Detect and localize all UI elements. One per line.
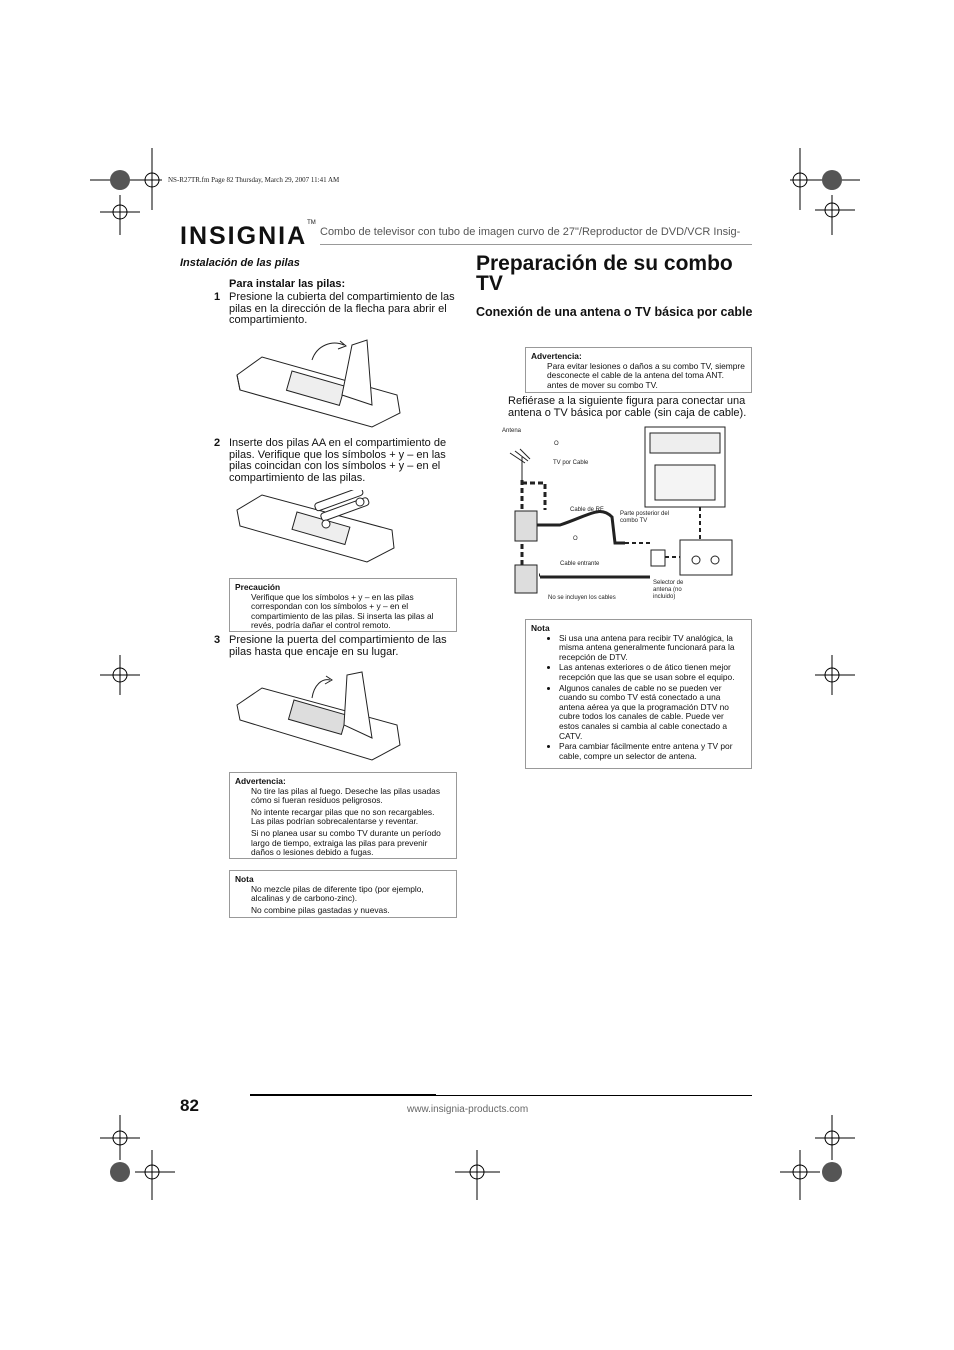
step-1 [214, 291, 457, 327]
note-heading: Nota [235, 874, 254, 884]
step-text: Inserte dos pilas AA en el compartimiento de pilas. Verifique que los símbolos + y – en las pilas coincidan con los símbolos + y – en el compartimiento de las pilas. [229, 437, 447, 484]
list-item: • Para cambiar fácilmente entre antena y TV por cable, compre un selector de antena. [559, 742, 745, 761]
page-title: Preparación de su combo TV [476, 252, 733, 295]
right-note-heading: Nota [531, 623, 550, 633]
step-text: Presione la puerta del compartimiento de las pilas hasta que encaje en su lugar. [229, 634, 447, 658]
step-number: 1 [214, 291, 221, 303]
subheading: Para instalar las pilas: [229, 278, 346, 290]
note-box [229, 870, 457, 918]
file-slug: NS-R27TR.fm Page 82 Thursday, March 29, 2007 11:41 AM [168, 176, 340, 184]
footer-url: www.insignia-products.com [407, 1104, 529, 1115]
warning-para-2: No intente recargar pilas que no son recargables. Las pilas podrían sobrecalentarse y reventar. [251, 806, 435, 827]
remote-insert-batteries-illustration [232, 490, 412, 570]
step-3 [214, 634, 457, 658]
list-item: • Si usa una antena para recibir TV analógica, la misma antena generalmente funcionará para la recepción de DTV. [559, 634, 745, 663]
list-item: • Algunos canales de cable no se pueden ver cuando su combo TV está conectado a una antena aérea ya que la programación DTV no cubre todos los canales de cable. Puede ver estos canales si cambia al cable conectado a CATV. [559, 684, 745, 742]
label-o-2: O [573, 536, 578, 542]
warning-para-3: Si no planea usar su combo TV durante un período largo de tiempo, extraiga las pilas para prevenir daños o lesiones debido a fugas. [251, 827, 441, 858]
right-warning-box [525, 347, 752, 393]
warning-para-1: No tire las pilas al fuego. Deseche las pilas usadas cómo si fueran residuos peligrosos. [251, 785, 441, 806]
header-title: Combo de televisor con tubo de imagen curvo de 27"/Reproductor de DVD/VCR Insig- [320, 226, 741, 238]
header-rule [320, 244, 752, 245]
warning-heading: Advertencia: [235, 776, 286, 786]
step-2 [214, 437, 457, 484]
label-antena: Antena [502, 428, 522, 434]
section-title: Instalación de las pilas [180, 257, 300, 269]
warning-box [229, 772, 457, 859]
logo-text: INSIGNIA [180, 222, 308, 250]
remote-open-cover-illustration [232, 335, 412, 430]
step-number: 2 [214, 437, 221, 449]
section-subtitle: Conexión de una antena o TV básica por cable [476, 305, 753, 319]
step-text: Presione la cubierta del compartimiento de las pilas en la dirección de la flecha para abrir el compartimiento. [229, 291, 455, 326]
right-note-list [531, 634, 745, 762]
label-cable-rf: Cable de RF [570, 507, 604, 513]
intro-text: Refiérase a la siguiente figura para conectar una antena o TV básica por cable (sin caja de cable). [508, 395, 747, 419]
step-number: 3 [214, 634, 221, 646]
label-no-incluyen: No se incluyen los cables [548, 595, 616, 601]
note-para-2: No combine pilas gastadas y nuevas. [251, 904, 390, 915]
note-para-1: No mezcle pilas de diferente tipo (por ejemplo, alcalinas y de carbono-zinc). [251, 883, 424, 904]
right-warning-text: Para evitar lesiones o daños a su combo TV, siempre desconecte el cable de la antena del toma ANT. antes de mover su combo TV. [547, 360, 745, 390]
caution-text: Verifique que los símbolos + y – en las pilas correspondan con los símbolos + y – en el compartimiento de las pilas. Si inserta las pilas al revés, podría dañar el control remoto. [251, 591, 434, 631]
footer-rule [250, 1095, 752, 1096]
label-parte-posterior: Parte posterior del combo TV [620, 511, 670, 524]
label-cable-entrante: Cable entrante [560, 561, 600, 567]
label-tv-cable: TV por Cable [553, 460, 589, 466]
label-o-1: O [554, 441, 559, 447]
label-selector: Selector de antena (no incluido) [653, 580, 684, 600]
logo-trademark: TM [307, 220, 316, 226]
list-item: • Las antenas exteriores o de ático tienen mejor recepción que las que se usan sobre el equipo. [559, 663, 745, 682]
right-note-box [525, 619, 752, 769]
right-warning-heading: Advertencia: [531, 351, 582, 361]
caution-heading: Precaución [235, 582, 281, 592]
page-number: 82 [180, 1096, 199, 1115]
caution-box [229, 578, 457, 632]
remote-close-cover-illustration [232, 670, 412, 765]
insignia-logo [180, 222, 316, 251]
